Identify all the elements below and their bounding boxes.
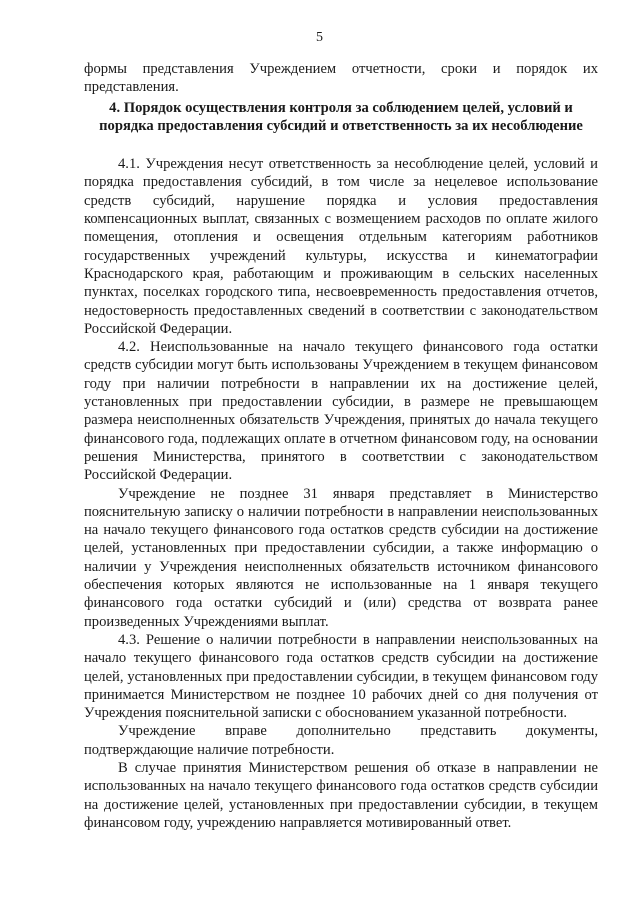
- paragraph-4-2: 4.2. Неиспользованные на начало текущего финансового года остатки средств субсидии могут быть использованы Учреждением в текущем финансовом году при наличии потребности в направлении их на достижение целей, установленных при предоставлении субсидии, в размере не превышающем размера неисполненных обязательств Учреждения, принятых до начала текущего финансового года, подлежащих оплате в отчетном финансовом году, на основании решения Министерства, принятого в соответствии с законодательством Российской Федерации.: [84, 339, 598, 484]
- paragraph-4-3: 4.3. Решение о наличии потребности в направлении неиспользованных на начало текущего финансового года остатков средств субсидии на достижение целей, установленных при предоставлении субсидии, в текущем финансовом году принимается Министерством не позднее 10 рабочих дней со дня получения от Учреждения пояснительной записки с обоснованием указанной потребности.: [84, 631, 598, 722]
- paragraph-4-1: 4.1. Учреждения несут ответственность за несоблюдение целей, условий и порядка предоставления субсидий, в том числе за нецелевое использование средств субсидий, нарушение порядка и условия предоставления компенсационных выплат, связанных с возмещением расходов по оплате жилого помещения, отопления и освещения отдельным категориям работников государственных учреждений культуры, искусства и кинематографии Краснодарского края, работающим и проживающим в сельских населенных пунктах, поселках городского типа, несвоевременность предоставления отчетов, недостоверность предоставленных сведений в соответствии с законодательством Российской Федерации.: [84, 156, 598, 337]
- continuation-paragraph: формы представления Учреждением отчетности, сроки и порядок их представления.: [84, 61, 598, 96]
- section-heading: 4. Порядок осуществления контроля за соблюдением целей, условий и порядка предоставления субсидий и ответственность за их несоблюдение: [99, 99, 583, 134]
- document-body: [84, 60, 598, 832]
- paragraph-additional-documents: Учреждение вправе дополнительно представить документы, подтверждающие наличие потребности.: [84, 723, 598, 758]
- paragraph-explanatory-note: Учреждение не позднее 31 января представляет в Министерство пояснительную записку о наличии потребности в направлении неиспользованных на начало текущего финансового года остатков средств субсидии на достижение целей, установленных при предоставлении субсидии, а также информацию о наличии у Учреждения неисполненных обязательств источником финансового обеспечения которых являются не использованные на 1 января текущего финансового года остатки субсидий и (или) средства от возврата ранее произведенных Учреждениями выплат.: [84, 485, 598, 630]
- page-number: 5: [316, 30, 323, 45]
- paragraph-refusal: В случае принятия Министерством решения об отказе в направлении не использованных на начало текущего финансового года остатков средств субсидии на достижение целей, установленных при предоставлении субсидии, в текущем финансовом году, учреждению направляется мотивированный ответ.: [84, 759, 598, 831]
